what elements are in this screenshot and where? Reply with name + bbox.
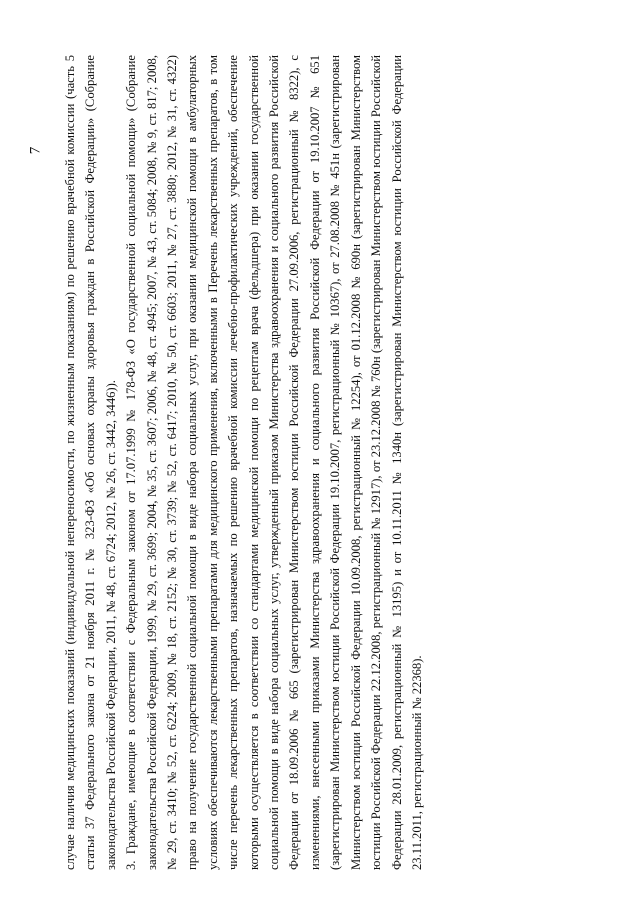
rotated-page-content <box>60 55 440 870</box>
page-number: 7 <box>27 146 44 155</box>
paragraph-item-3: 3. Граждане, имеющие в соответствии с Федеральным законом от 17.07.1999 № 178-ФЗ «О государственной социальной помощи» (Собрание законодательства Российской Федерации, 1999, № 29, ст. 3699; 2004, № 35, ст. 3607; 2006, № 48, ст. 4945; 2007, № 43, ст. 5084; 2008, № 9, ст. 817; 2008, № 29, ст. 3410; № 52, ст. 6224; 2009, № 18, ст. 2152; № 30, ст. 3739; № 52, ст. 6417; 2010, № 50, ст. 6603; 2011, № 27, ст. 3880; 2012, № 31, ст. 4322) право на получение государственной социальной помощи в виде набора социальных услуг, при оказании медицинской помощи в амбулаторных условиях обеспечиваются лекарственными препаратами для медицинского применения, включенными в Перечень лекарственных препаратов, в том числе перечень лекарственных препаратов, назначаемых по решению врачебной комиссии лечебно-профилактических учреждений, обеспечение которыми осуществляется в соответствии со стандартами медицинской помощи по рецептам врача (фельдшера) при оказании государственной социальной помощи в виде набора социальных услуг, утвержденный приказом Министерства здравоохранения и социального развития Российской Федерации от 18.09.2006 № 665 (зарегистрирован Министерством юстиции Российской Федерации 27.09.2006, регистрационный № 8322), с изменениями, внесенными приказами Министерства здравоохранения и социального развития Российской Федерации от 19.10.2007 № 651 (зарегистрирован Министерством юстиции Российской Федерации 19.10.2007, регистрационный № 10367), от 27.08.2008 № 451н (зарегистрирован Министерством юстиции Российской Федерации 10.09.2008, регистрационный № 12254), от 01.12.2008 № 690н (зарегистрирован Министерством юстиции Российской Федерации 22.12.2008, регистрационный № 12917), от 23.12.2008 № 760н (зарегистрирован Министерством юстиции Российской Федерации 28.01.2009, регистрационный № 13195) и от 10.11.2011 № 1340н (зарегистрирован Министерством юстиции Российской Федерации 23.11.2011, регистрационный № 22368). <box>124 55 424 870</box>
paragraph-continuation: случае наличия медицинских показаний (индивидуальной непереносимости, по жизненным показаниям) по решению врачебной комиссии (часть 5 статьи 37 Федерального закона от 21 ноября 2011 г. № 323-ФЗ «Об основах охраны здоровья граждан в Российской Федерации» (Собрание законодательства Российской Федерации, 2011, № 48, ст. 6724; 2012, № 26, ст. 3442, 3446)). <box>63 55 118 870</box>
document-body <box>60 55 427 870</box>
